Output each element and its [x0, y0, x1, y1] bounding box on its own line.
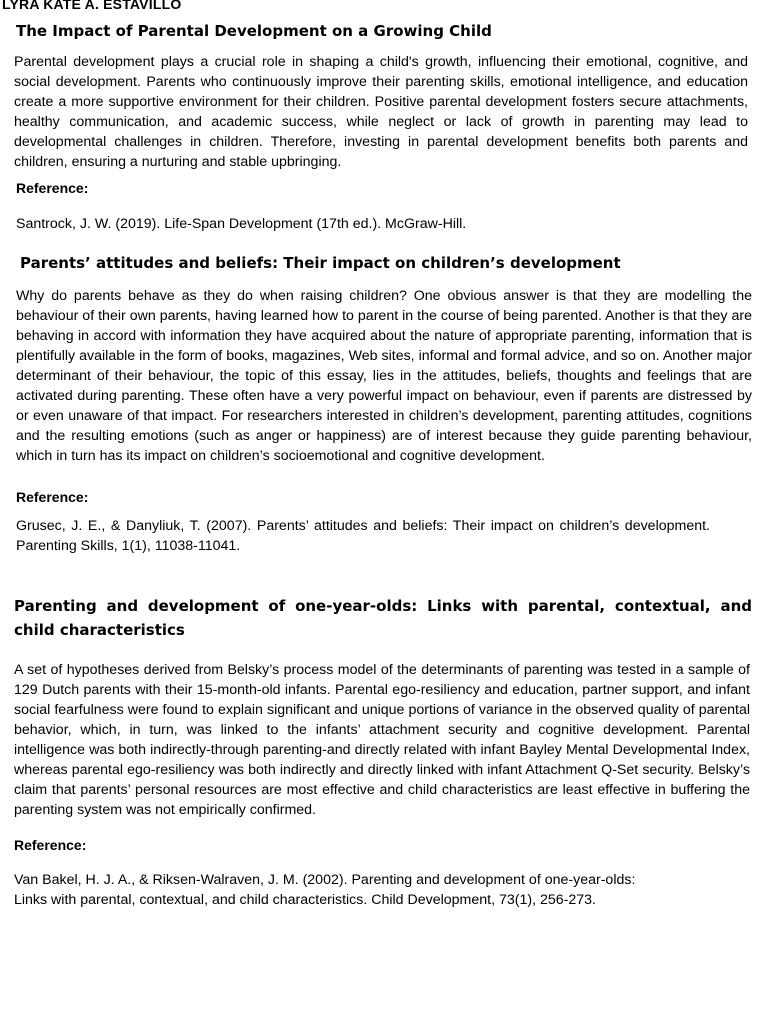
reference-label: Reference:	[16, 180, 89, 196]
section-title: Parenting and development of one-year-olds: Links with parental, contextual, and child characteristics	[14, 597, 752, 639]
section-1	[0, 19, 768, 234]
section-2	[0, 251, 768, 556]
section-3	[0, 594, 768, 910]
section-body: Parental development plays a crucial role in shaping a child's growth, influencing their emotional, cognitive, and social development. Parents who continuously improve their parenting skills, emotional intelligence, and education create a more supportive environment for their children. Positive parental development fosters secure attachments, healthy communication, and academic success, while neglect or lack of growth in parenting may lead to developmental challenges in children. Therefore, investing in parental development benefits both parents and children, ensuring a nurturing and stable upbringing.	[14, 54, 748, 170]
reference-line: Van Bakel, H. J. A., & Riksen-Walraven, J. M. (2002). Parenting and development of one-year-olds:	[14, 872, 636, 888]
reference-citation: Santrock, J. W. (2019). Life-Span Development (17th ed.). McGraw-Hill.	[16, 216, 467, 232]
reference-citation	[14, 870, 768, 910]
section-body: Why do parents behave as they do when raising children? One obvious answer is that they are modelling the behaviour of their own parents, having learned how to parent in the course of being parented. Another is that they are behaving in accord with information they have acquired about the nature of appropriate parenting, information that is plentifully available in the form of books, magazines, Web sites, informal and formal advice, and so on. Another major determinant of their behaviour, the topic of this essay, lies in the attitudes, beliefs, thoughts and feelings that are activated during parenting. These often have a very powerful impact on behaviour, even if parents are distressed by or even unaware of that impact. For researchers interested in children’s development, parenting attitudes, cognitions and the resulting emotions (such as anger or happiness) are of interest because they guide parenting behaviour, which in turn has its impact on children’s socioemotional and cognitive development.	[16, 288, 752, 464]
reference-label: Reference:	[16, 489, 89, 505]
section-body: A set of hypotheses derived from Belsky’s process model of the determinants of parenting was tested in a sample of 129 Dutch parents with their 15-month-old infants. Parental ego-resiliency and education, partner support, and infant social fearfulness were found to explain significant and unique portions of variance in the observed quality of parental behavior, which, in turn, was linked to the infants’ attachment security and cognitive development. Parental intelligence was both indirectly-through parenting-and directly related with infant Bayley Mental Developmental Index, whereas parental ego-resiliency was both indirectly and directly linked with infant Attachment Q-Set security. Belsky’s claim that parents’ personal resources are most effective and child characteristics are least effective in buffering the parenting system was not empirically confirmed.	[14, 662, 750, 818]
reference-line: Links with parental, contextual, and child characteristics. Child Development, 73(1), 256-273.	[14, 892, 596, 908]
section-title: Parents’ attitudes and beliefs: Their impact on children’s development	[20, 254, 621, 272]
reference-label: Reference:	[14, 837, 87, 853]
author-name: LYRA KATE A. ESTAVILLO	[2, 0, 182, 12]
section-title: The Impact of Parental Development on a Growing Child	[16, 22, 492, 40]
reference-citation: Grusec, J. E., & Danyliuk, T. (2007). Parents’ attitudes and beliefs: Their impact on children’s development. Parenting Skills, 1(1), 11038-11041.	[16, 518, 710, 554]
